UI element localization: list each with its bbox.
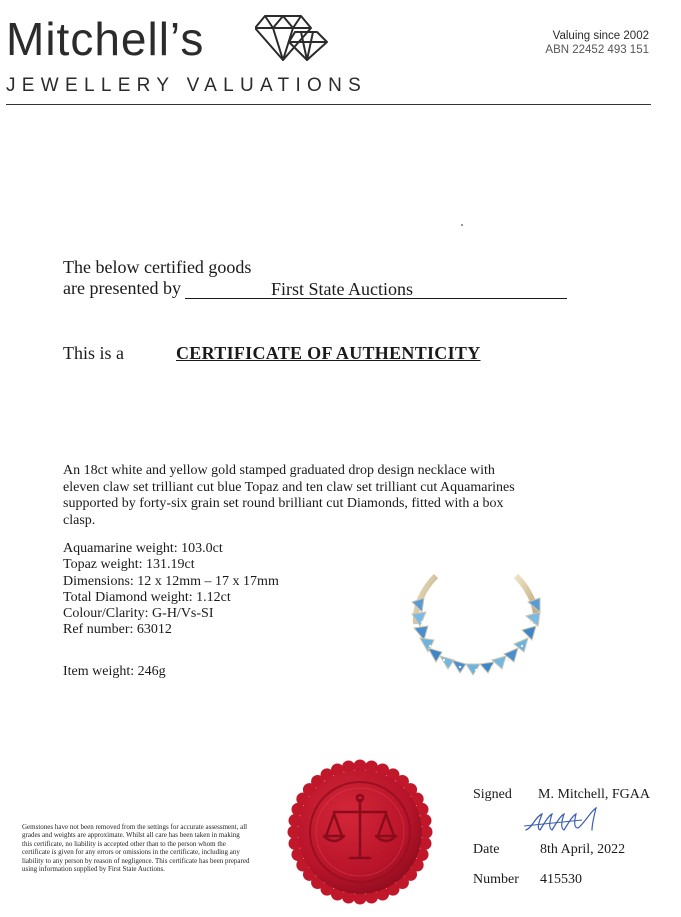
spec-aquamarine-weight: Aquamarine weight: 103.0ct (63, 541, 223, 556)
item-weight: Item weight: 246g (63, 664, 166, 679)
presenter-name: First State Auctions (185, 280, 567, 299)
presented-by-block (63, 257, 567, 299)
disclaimer-text: Gemstones have not been removed from the settings for accurate assessment, all grades and weights are approximate. Whilst all care has been taken in making this certificate, no liability is accepted other than to the person whom the certificate is given for any errors or omissions in the certificate, including any liability to any person by reason of negligence. This certificate has been prepared using information supplied by First State Auctions. (22, 823, 250, 874)
item-description: An 18ct white and yellow gold stamped graduated drop design necklace with eleven claw set trilliant cut blue Topaz and ten claw set trilliant cut Aquamarines supported by forty-six grain set round brilliant cut Diamonds, fitted with a box clasp. (63, 463, 515, 528)
diamond-logo-icon (255, 12, 329, 64)
company-info (545, 29, 649, 58)
presented-prefix: are presented by (63, 278, 181, 298)
speck (461, 224, 463, 226)
date-label: Date (473, 842, 500, 857)
certificate-title: CERTIFICATE OF AUTHENTICITY (176, 343, 481, 363)
signed-label: Signed (473, 787, 512, 802)
spec-dimensions: Dimensions: 12 x 12mm – 17 x 17mm (63, 573, 279, 589)
spec-diamond-weight: Total Diamond weight: 1.12ct (63, 589, 231, 605)
handwritten-signature (522, 806, 612, 836)
brand-name: Mitchell’s (6, 13, 205, 65)
presented-line-2 (63, 278, 567, 299)
necklace-photo (410, 572, 542, 678)
date-value: 8th April, 2022 (540, 842, 626, 857)
spec-colour-clarity: Colour/Clarity: G-H/Vs-SI (63, 606, 214, 622)
number-label: Number (473, 872, 519, 887)
tagline: Valuing since 2002 (552, 30, 649, 42)
certificate-prefix: This is a (63, 343, 124, 363)
abn-number: ABN 22452 493 151 (545, 44, 649, 57)
presented-line-1: The below certified goods (63, 257, 252, 277)
number-value: 415530 (540, 872, 582, 887)
spec-ref-number: Ref number: 63012 (63, 622, 172, 638)
specs-list (63, 541, 279, 639)
signed-name: M. Mitchell, FGAA (538, 787, 650, 802)
header-divider (6, 104, 651, 105)
brand-subtitle: JEWELLERY VALUATIONS (6, 75, 368, 96)
spec-topaz-weight: Topaz weight: 131.19ct (63, 557, 195, 573)
wax-seal (286, 758, 434, 906)
